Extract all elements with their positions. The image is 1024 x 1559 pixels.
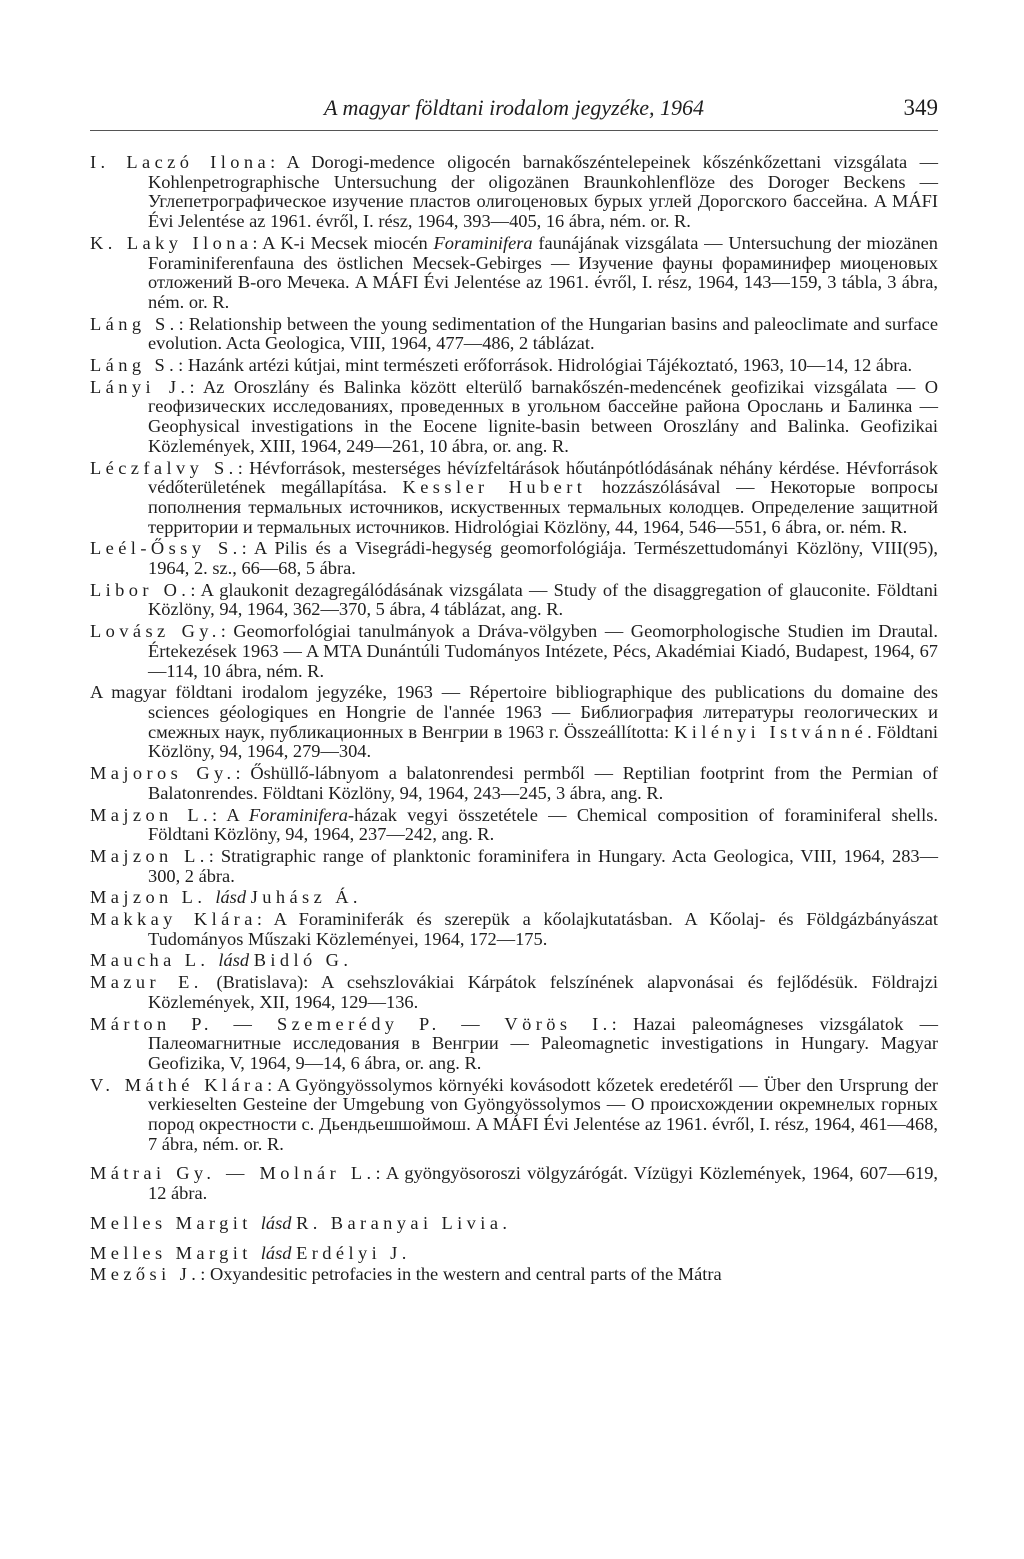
author-name: Láng S. xyxy=(90,313,179,334)
header-rule xyxy=(90,130,938,131)
italic-term: lásd xyxy=(260,1242,292,1263)
author-name: I. Laczó Ilona xyxy=(90,152,271,172)
bibliography-entry xyxy=(90,1015,938,1074)
author-name: Mátrai Gy. — Molnár L. xyxy=(90,1163,376,1184)
entry-text: : Az Oroszlány és Balinka között elterülő barnakőszén-medencének geofizikai vizsgálata — О геофизических исследованиях, проведенных в угольном бассейне района Орослань и Балинка — Geophysical investigations in the Eocene lignite-basin between Oroszlány and Balinka. Geofizikai Közlemények, XIII, 1964, 249—261, 10 ábra, or. ang. R. xyxy=(148,376,939,456)
bibliography-entry xyxy=(90,539,938,578)
page-number: 349 xyxy=(903,95,938,120)
bibliography-entry xyxy=(90,459,938,538)
author-name: Leél-Őssy S. xyxy=(90,538,242,559)
bibliography-entry xyxy=(90,1164,938,1203)
entry-text: : A Pilis és a Visegrádi-hegység geomorfológiája. Természettudományi Közlöny, VIII(95), 1964, 2. sz., 66—68, 5 ábra. xyxy=(148,538,938,579)
author-name: Láng S. xyxy=(90,355,179,376)
entry-text: : A Gyöngyössolymos környéki kovásodott kőzetek eredetéről — Über den Ursprung der verkieselten Gesteine der Umgebung von Gyöngyössolymos — О происхождении окремнелых горных пород окрестности с. Дьендьешшоймош. A MÁFI Évi Jelentése az 1961. évről, I. rész, 1964, 461—468, 7 ábra, ném. or. R. xyxy=(148,1074,938,1154)
author-name: V. Máthé Klára xyxy=(90,1074,268,1095)
bibliography-list xyxy=(90,153,938,1287)
entry-text: : Hazai paleomágneses vizsgálatok — Палеомагнитные исследования в Венгрии — Paleomagnetic investigations in Hungary. Magyar Geofizika, V, 1964, 9—14, 6 ábra, or. ang. R. xyxy=(148,1013,938,1073)
bibliography-entry xyxy=(90,806,938,845)
entry-text: : A gyöngyösoroszi völgyzárógát. Vízügyi Közlemények, 1964, 607—619, 12 ábra. xyxy=(148,1163,938,1204)
bibliography-entry xyxy=(90,764,938,803)
italic-term: Foraminifera xyxy=(248,804,348,825)
author-name: Lányi J. xyxy=(90,376,190,397)
entry-text: : Hévforrások, mesterséges hévízfeltárások hőutánpótlódásának néhány kérdése. Hévforrások védőterületének megállapítása. xyxy=(148,457,938,498)
author-name: Maucha L. xyxy=(90,950,219,971)
italic-term: lásd xyxy=(260,1212,292,1233)
bibliography-entry xyxy=(90,153,938,232)
author-name: Kilényi Istvánné xyxy=(674,721,868,742)
bibliography-entry xyxy=(90,1076,938,1155)
author-name: Márton P. — Szemerédy P. — Vörös I. xyxy=(90,1013,612,1034)
bibliography-entry xyxy=(90,1265,938,1285)
author-name: Erdélyi J. xyxy=(296,1242,411,1263)
author-name: Léczfalvy S. xyxy=(90,457,238,478)
bibliography-entry xyxy=(90,847,938,886)
author-name: Makkay Klára xyxy=(90,909,257,930)
author-name: Mazur E. xyxy=(90,972,203,993)
author-name: Majzon L. xyxy=(90,804,212,825)
entry-text: : A glaukonit dezagregálódásának vizsgálata — Study of the disaggregation of glauconite. Földtani Közlöny, 94, 1964, 362—370, 5 ábra, 4 táblázat, ang. R. xyxy=(148,579,938,620)
bibliography-entry xyxy=(90,1244,938,1264)
page-header xyxy=(90,92,938,128)
entry-text: . Földtani Közlöny, 94, 1964, 279—304. xyxy=(148,721,938,762)
entry-text: : Stratigraphic range of planktonic foraminifera in Hungary. Acta Geologica, VIII, 1964, 283—300, 2 ábra. xyxy=(148,845,938,886)
author-name: Libor O. xyxy=(90,579,191,600)
bibliography-entry xyxy=(90,356,938,376)
author-name: Majzon L. xyxy=(90,845,209,866)
bibliography-entry xyxy=(90,234,938,313)
italic-term: lásd xyxy=(215,887,247,908)
bibliography-entry xyxy=(90,910,938,949)
author-name: R. Baranyai Livia. xyxy=(296,1212,512,1233)
entry-text: (Bratislava): A csehszlovákiai Kárpátok felszínének alapvonásai és fejlődésük. Földrajzi Közlemények, XII, 1964, 129—136. xyxy=(148,972,938,1012)
bibliography-entry xyxy=(90,973,938,1012)
entry-text: : A Foraminiferák és szerepük a kőolajkutatásban. A Kőolaj- és Földgázbányászat Tudományos Műszaki Közleményei, 1964, 172—175. xyxy=(148,909,938,949)
author-name: Bidló G. xyxy=(253,950,353,971)
bibliography-entry xyxy=(90,315,938,354)
entry-text: faunájának vizsgálata — Untersuchung der miozänen Foraminiferenfauna des östlichen Mecsek-Gebirges — Изучение фауны фораминифер миоценовых отложений В-ого Мечека. A MÁFI Évi Jelentése az 1961. évről, I. rész, 1964, 143—159, 3 tábla, 3 ábra, ném. or. R. xyxy=(148,232,939,312)
italic-term: lásd xyxy=(218,950,250,971)
bibliography-entry xyxy=(90,888,938,908)
bibliography-entry xyxy=(90,622,938,681)
entry-text: A magyar földtani irodalom jegyzéke, 1963 — Répertoire bibliographique des publications du domaine des sciences géologiques en Hongrie de l'année 1963 — Библиография литературы геологических и смежных наук, публикационных в Венгрии в 1963 г. Összeállította: xyxy=(90,682,938,742)
author-name: Kessler Hubert xyxy=(402,477,587,498)
author-name: Majoros Gy. xyxy=(90,763,236,784)
entry-text: : Hazánk artézi kútjai, mint természeti erőforrások. Hidrológiai Tájékoztató, 1963, 10—14, 12 ábra. xyxy=(178,355,913,376)
entry-text: : A xyxy=(212,804,249,825)
italic-term: Foraminifera xyxy=(433,232,533,253)
bibliography-entry xyxy=(90,581,938,620)
author-name: K. Laky Ilona xyxy=(90,232,253,253)
entry-text: : A K-i Mecsek miocén xyxy=(252,232,434,253)
author-name: Lovász Gy. xyxy=(90,621,221,642)
bibliography-entry xyxy=(90,683,938,762)
entry-text: -házak vegyi összetétele — Chemical composition of foraminiferal shells. Földtani Közlöny, 94, 1964, 237—242, ang. R. xyxy=(148,804,938,845)
author-name: Majzon L. xyxy=(90,887,216,908)
bibliography-entry xyxy=(90,1214,938,1234)
author-name: Juhász Á. xyxy=(250,887,362,908)
entry-text: hozzászólásával — Некоторые вопросы пополнения термальных источников, искуственных термальных колодцев. Определение защитной территории и термальных источников. Hidrológiai Közlöny, 44, 1964, 546—551, 6 ábra, or. ném. R. xyxy=(148,477,938,537)
entry-text: : Geomorfológiai tanulmányok a Dráva-völgyben — Geomorphologische Studien im Drautal. Értekezések 1963 — A MTA Dunántúli Tudományos Intézete, Pécs, Akadémiai Kiadó, Budapest, 1964, 67—114, 10 ábra, ném. R. xyxy=(148,621,938,681)
entry-text: : Relationship between the young sedimentation of the Hungarian basins and paleoclimate and surface evolution. Acta Geologica, VIII, 1964, 477—486, 2 táblázat. xyxy=(148,313,938,354)
bibliography-entry xyxy=(90,378,938,457)
author-name: Melles Margit xyxy=(90,1212,261,1233)
entry-text: : A Dorogi-medence oligocén barnakőszéntelepeinek kőszénkőzettani vizsgálata — Kohlenpetrographische Untersuchung der oligozänen Braunkohlenflöze des Doroger Beckens — Углепетрографическое изучение пластов олигоценовых бурых углей Дорогского бассейна. A MÁFI Évi Jelentése az 1961. évről, I. rész, 1964, 393—405, 16 ábra, ném. or. R. xyxy=(148,152,938,232)
entry-text: : Oxyandesitic petrofacies in the western and central parts of the Mátra xyxy=(200,1264,722,1285)
entry-text: : Őshüllő-lábnyom a balatonrendesi permből — Reptilian footprint from the Permian of Balatonrendes. Földtani Közlöny, 94, 1964, 243—245, 3 ábra, ang. R. xyxy=(148,763,938,803)
running-title: A magyar földtani irodalom jegyzéke, 1964 xyxy=(323,95,705,120)
author-name: Melles Margit xyxy=(90,1242,261,1263)
author-name: Mezősi J. xyxy=(90,1264,201,1285)
bibliography-entry xyxy=(90,951,938,971)
